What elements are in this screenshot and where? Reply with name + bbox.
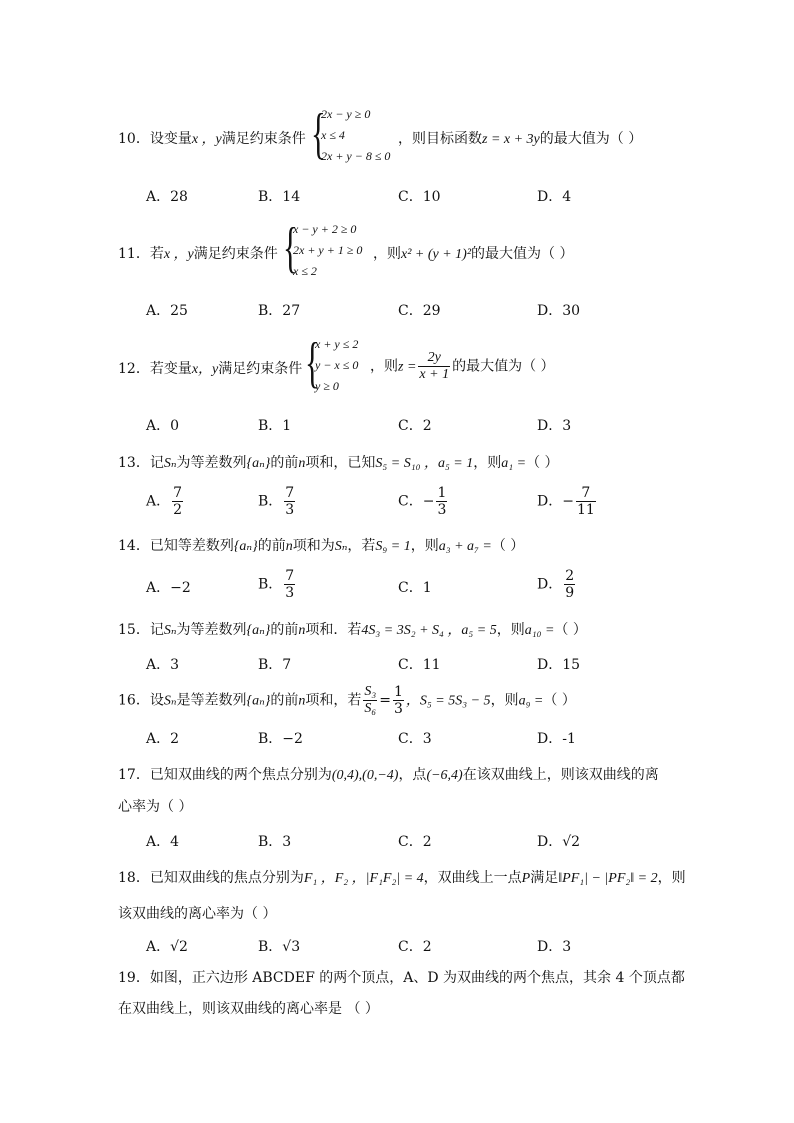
q13-option-a [146, 485, 185, 518]
q16-option-a: A．2 [146, 731, 180, 747]
q12-option-c: C．2 [398, 418, 432, 434]
q13-math-5: a₁ = [501, 456, 527, 471]
q13-option-d-label: D．− [537, 493, 574, 510]
q10-prefix: 10．设变量 [118, 131, 192, 147]
q14-math-5: a₃ + a₇ = [438, 539, 492, 554]
q13-math-4: S₅ = S₁₀ ，a₅ = 1 [375, 456, 474, 471]
q18-text-1: 18．已知双曲线的焦点分别为 [118, 870, 304, 886]
q12-constraint-2: y − x ≤ 0 [315, 358, 359, 372]
q13-option-b-fraction [284, 485, 295, 518]
q13-math-1: Sₙ [163, 456, 177, 471]
q15-math-5: a₁₀ = [524, 623, 555, 638]
q17-option-b: B．3 [258, 834, 292, 850]
q13-text-3: 的前 [270, 455, 299, 471]
q16-text-4: 项和，若 [305, 692, 362, 709]
q16-math-6: a₉ = [518, 693, 544, 709]
q15-text-5: ，则 [496, 622, 525, 638]
q16-frac2-den: 3 [394, 701, 403, 717]
q18-option-c: C．2 [398, 939, 432, 955]
q13-option-c-fraction [436, 485, 447, 518]
q13-text-4: 项和，已知 [305, 455, 376, 471]
q13-text-2: 为等差数列 [176, 455, 247, 471]
q15-math-4: 4S₃ = 3S₂ + S₄ ，a₅ = 5 [361, 623, 497, 638]
q17-math-1: (0,4),(0,−4) [331, 768, 399, 783]
q14-text-2: 的前 [257, 538, 286, 554]
q13-option-a-den: 2 [173, 502, 183, 518]
q12-after: ，则 [370, 358, 398, 375]
q12-tail [370, 350, 555, 383]
q10-suffix: 的最大值为（ ） [539, 131, 643, 147]
q15-text-6: （ ） [554, 622, 587, 638]
q14-option-d [537, 568, 577, 601]
q12-frac-den: x + 1 [419, 367, 450, 382]
q13-option-c-den: 3 [437, 502, 447, 518]
q14-option-b-num: 7 [285, 568, 295, 584]
q16-text-3: 的前 [270, 692, 299, 709]
q16-equals: = [379, 692, 391, 709]
q13-option-a-num: 7 [173, 485, 183, 501]
q13-option-a-fraction [172, 485, 183, 518]
q15-option-a: A．3 [146, 657, 180, 673]
q16-text-6: （ ） [543, 692, 576, 709]
q13-option-d-num: 7 [576, 485, 596, 502]
q15-option-c: C．11 [398, 657, 441, 673]
q17-math-2: (−6,4) [426, 768, 463, 783]
q14-text-5: ，则 [410, 538, 439, 554]
q14-math-4: S₉ = 1 [375, 539, 411, 554]
q12-prefix: 12．若变量 [118, 361, 192, 377]
q18-option-a: A．√2 [146, 939, 188, 955]
q15-text-3: 的前 [270, 622, 299, 638]
q13-option-b [258, 485, 297, 518]
q13-option-d-den: 11 [576, 502, 595, 518]
q17-line-2: 心率为（ ） [118, 799, 193, 815]
question-10 [118, 128, 306, 148]
q13-option-b-label: B． [258, 493, 283, 510]
q12-option-b: B．1 [258, 418, 292, 434]
q16-math-1: Sₙ [163, 693, 177, 709]
q11-option-a: A．25 [146, 303, 188, 319]
q11-after: ，则 [373, 246, 401, 262]
q17-text-2: ，点 [398, 767, 427, 783]
q11-constraints [293, 219, 362, 282]
q10-constraints [321, 104, 390, 167]
q14-option-b-fraction [284, 568, 295, 601]
q10-option-a: A．28 [146, 189, 188, 205]
q15-math-3: n [298, 623, 306, 638]
question-13 [118, 452, 559, 472]
q11-option-b: B．27 [258, 303, 301, 319]
q14-option-d-num: 2 [565, 568, 575, 584]
q14-option-d-den: 9 [565, 585, 575, 601]
q12-constraint-3: y ≥ 0 [315, 379, 339, 393]
question-18 [118, 867, 686, 887]
q16-math-5: ，S₅ = 5S₃ − 5 [405, 693, 491, 709]
q17-text-3: 在该双曲线上，则该双曲线的离 [462, 767, 659, 783]
q18-option-b: B．√3 [258, 939, 301, 955]
q16-option-b: B．−2 [258, 731, 303, 747]
q10-option-c: C．10 [398, 189, 441, 205]
question-14 [118, 535, 524, 555]
q16-fraction-one-third [393, 684, 404, 717]
q13-option-d [537, 485, 598, 518]
q12-frac-num: 2y [418, 350, 450, 367]
q12-constraint-1: x + y ≤ 2 [315, 337, 359, 351]
q10-constraint-1: 2x − y ≥ 0 [321, 107, 371, 121]
q13-option-d-fraction [576, 485, 596, 518]
q15-math-2: {aₙ} [246, 623, 271, 638]
q12-option-a: A．0 [146, 418, 180, 434]
q15-option-d: D．15 [537, 657, 581, 673]
q15-text-4: 项和．若 [305, 622, 362, 638]
q10-vars: x ，y [191, 132, 222, 147]
q16-math-3: n [298, 693, 306, 709]
q17-option-d: D．√2 [537, 834, 581, 850]
q16-frac-num: S₃ [364, 684, 377, 699]
q15-text-2: 为等差数列 [176, 622, 247, 638]
q14-option-b [258, 568, 297, 601]
q10-option-b: B．14 [258, 189, 301, 205]
q18-text-3: 满足 [530, 870, 559, 886]
q14-text-1: 14．已知等差数列 [118, 538, 234, 554]
q13-option-c [398, 485, 449, 518]
q12-option-d: D．3 [537, 418, 572, 434]
q13-text-1: 13．记 [118, 455, 164, 471]
q11-vars: x ，y [163, 247, 194, 262]
q10-option-d: D．4 [537, 189, 572, 205]
q18-line-2: 该双曲线的离心率为（ ） [118, 906, 277, 922]
question-11 [118, 243, 278, 263]
q13-option-a-label: A． [146, 493, 171, 510]
q11-tail [373, 243, 574, 263]
q14-option-b-den: 3 [285, 585, 295, 601]
q13-math-2: {aₙ} [246, 456, 271, 471]
q13-option-b-num: 7 [285, 485, 295, 501]
q17-option-c: C．2 [398, 834, 432, 850]
q15-math-1: Sₙ [163, 623, 177, 638]
q14-option-d-label: D． [537, 576, 563, 593]
q11-func: x² + (y + 1)² [401, 247, 472, 262]
q10-constraint-2: x ≤ 4 [321, 128, 345, 142]
q11-option-d: D．30 [537, 303, 581, 319]
q11-option-c: C．29 [398, 303, 441, 319]
q19-line-2: 在双曲线上，则该双曲线的离心率是 （ ） [118, 1001, 379, 1017]
q11-constraint-1: x − y + 2 ≥ 0 [293, 222, 357, 236]
question-19: 19．如图，正六边形 ABCDEF 的两个顶点，A、D 为双曲线的两个焦点，其余 4 个顶点都 [118, 970, 685, 986]
q12-fraction [418, 350, 450, 383]
q16-text-5: ，则 [490, 692, 519, 709]
q18-option-d: D．3 [537, 939, 572, 955]
q14-math-2: n [285, 539, 293, 554]
q15-option-b: B．7 [258, 657, 292, 673]
q14-option-a: A．−2 [146, 580, 191, 596]
q13-option-c-label: C．− [398, 493, 435, 510]
q14-math-3: Sₙ [334, 539, 348, 554]
q16-option-d: D．-1 [537, 731, 576, 747]
q16-frac-den: S₆ [364, 701, 377, 716]
q14-text-3: 项和为 [292, 538, 335, 554]
q10-mid: 满足约束条件 [221, 131, 306, 147]
q18-math-1: F₁ ，F₂ ，|F₁F₂| = 4 [303, 871, 424, 886]
q14-text-4: ，若 [347, 538, 376, 554]
q15-text-1: 15．记 [118, 622, 164, 638]
q13-text-5: ，则 [473, 455, 502, 471]
q12-brace: { [305, 332, 320, 394]
question-15 [118, 619, 587, 639]
q16-fraction-s3-s6 [363, 684, 377, 717]
q12-mid: 满足约束条件 [218, 361, 303, 377]
q12-suffix: 的最大值为（ ） [452, 358, 555, 375]
q10-after: ，则目标函数 [398, 131, 482, 147]
q14-option-b-label: B． [258, 576, 283, 593]
q17-text-1: 17．已知双曲线的两个焦点分别为 [118, 767, 332, 783]
q14-math-1: {aₙ} [233, 539, 258, 554]
q11-constraint-3: x ≤ 2 [293, 264, 317, 278]
q13-math-3: n [298, 456, 306, 471]
q12-constraints [315, 334, 358, 397]
q14-option-c: C．1 [398, 580, 432, 596]
q16-text-1: 16．设 [118, 692, 164, 709]
q10-constraint-3: 2x + y − 8 ≤ 0 [321, 149, 391, 163]
q12-vars: x，y [191, 362, 219, 377]
q10-func: z = x + 3y [482, 132, 540, 147]
q11-suffix: 的最大值为（ ） [471, 246, 574, 262]
q18-math-2: P [521, 871, 531, 886]
question-16 [118, 684, 576, 717]
q17-option-a: A．4 [146, 834, 180, 850]
question-12 [118, 358, 302, 378]
q13-option-c-num: 1 [437, 485, 447, 501]
q16-text-2: 是等差数列 [176, 692, 247, 709]
q11-constraint-2: 2x + y + 1 ≥ 0 [293, 243, 363, 257]
q18-text-2: ，双曲线上一点 [423, 870, 522, 886]
q16-math-2: {aₙ} [246, 693, 271, 709]
q11-mid: 满足约束条件 [193, 246, 278, 262]
q13-text-6: （ ） [526, 455, 559, 471]
question-17 [118, 764, 659, 784]
q18-text-4: ，则 [657, 870, 686, 886]
q10-tail [398, 128, 642, 148]
q11-brace: { [283, 217, 298, 279]
q14-text-6: （ ） [491, 538, 525, 554]
q12-func-lhs: z = [398, 359, 417, 375]
q10-brace: { [311, 103, 326, 165]
q16-frac2-num: 1 [394, 684, 403, 700]
q13-option-b-den: 3 [285, 502, 295, 518]
q18-math-3: ‖PF₁| − |PF₂‖ = 2 [558, 871, 658, 886]
q14-option-d-fraction [564, 568, 575, 601]
q11-prefix: 11．若 [118, 246, 164, 262]
q16-option-c: C．3 [398, 731, 432, 747]
